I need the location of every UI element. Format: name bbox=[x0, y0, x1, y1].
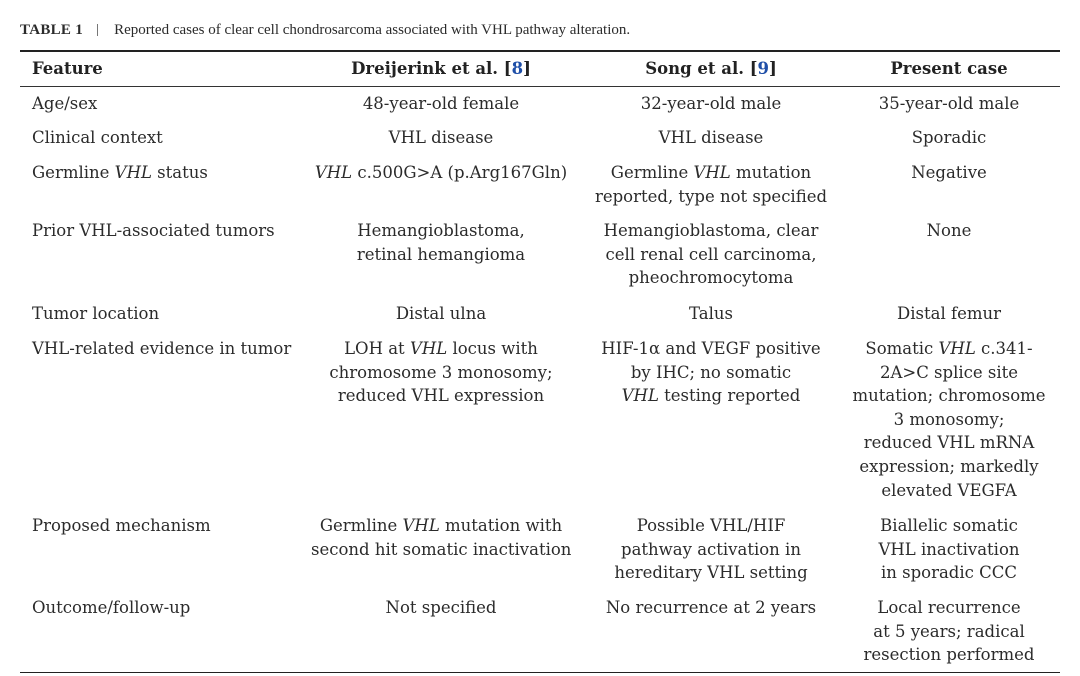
row-clinical-context-present: Sporadic bbox=[911, 128, 987, 147]
row-germline-status-present: Negative bbox=[911, 163, 987, 182]
header-dreijerink-close: ] bbox=[523, 59, 531, 78]
row-tumor-location-feature: Tumor location bbox=[32, 304, 160, 323]
caption-separator bbox=[97, 24, 98, 36]
row-tumor-location-present: Distal femur bbox=[897, 304, 1001, 323]
row-proposed-mechanism-song: Possible VHL/HIF pathway activation in hereditary VHL setting bbox=[614, 516, 808, 583]
header-present-case: Present case bbox=[890, 59, 1008, 78]
row-vhl-evidence-dreijerink: LOH at VHL locus with chromosome 3 monosomy; reduced VHL expression bbox=[329, 339, 553, 406]
row-clinical-context-dreijerink: VHL disease bbox=[388, 128, 494, 147]
row-vhl-evidence-feature: VHL-related evidence in tumor bbox=[32, 339, 292, 358]
row-age-sex-present: 35-year-old male bbox=[878, 94, 1020, 113]
row-age-sex-song: 32-year-old male bbox=[640, 94, 782, 113]
row-age-sex-feature: Age/sex bbox=[32, 94, 98, 113]
row-clinical-context-song: VHL disease bbox=[658, 128, 764, 147]
row-proposed-mechanism-dreijerink: Germline VHL mutation with second hit somatic inactivation bbox=[311, 516, 572, 559]
header-feature: Feature bbox=[32, 59, 103, 78]
row-tumor-location-dreijerink: Distal ulna bbox=[395, 304, 487, 323]
table-bottom-rule bbox=[20, 672, 1060, 673]
row-germline-status-feature: Germline VHL status bbox=[32, 163, 208, 182]
table-header-rule bbox=[20, 86, 1060, 87]
row-vhl-evidence-present: Somatic VHL c.341- 2A>C splice site mutation; chromosome 3 monosomy; reduced VHL mRNA expression; markedly elevated VEGFA bbox=[852, 339, 1046, 500]
table-caption bbox=[20, 20, 630, 40]
reference-link-9[interactable]: 9 bbox=[757, 59, 769, 78]
caption-text: Reported cases of clear cell chondrosarcoma associated with VHL pathway alteration. bbox=[114, 21, 631, 38]
row-outcome-present: Local recurrence at 5 years; radical resection performed bbox=[863, 598, 1035, 665]
row-proposed-mechanism-present: Biallelic somatic VHL inactivation in sporadic CCC bbox=[878, 516, 1020, 583]
row-outcome-feature: Outcome/follow-up bbox=[32, 598, 191, 617]
row-proposed-mechanism-feature: Proposed mechanism bbox=[32, 516, 211, 535]
header-song-name: Song et al. [ bbox=[645, 59, 758, 78]
reference-link-8[interactable]: 8 bbox=[511, 59, 524, 78]
header-dreijerink-name: Dreijerink et al. [ bbox=[351, 59, 512, 78]
header-song bbox=[591, 57, 831, 80]
row-prior-tumors-feature: Prior VHL-associated tumors bbox=[32, 221, 275, 240]
row-germline-status-dreijerink: VHL c.500G>A (p.Arg167Gln) bbox=[314, 163, 568, 182]
table-top-rule bbox=[20, 50, 1060, 52]
row-outcome-song: No recurrence at 2 years bbox=[605, 598, 817, 617]
row-age-sex-dreijerink: 48-year-old female bbox=[362, 94, 520, 113]
row-outcome-dreijerink: Not specified bbox=[385, 598, 497, 617]
header-dreijerink bbox=[311, 57, 571, 80]
row-germline-status-song: Germline VHL mutation reported, type not specified bbox=[594, 163, 828, 206]
row-vhl-evidence-song: HIF-1α and VEGF positive by IHC; no somatic VHL testing reported bbox=[601, 339, 821, 406]
row-clinical-context-feature: Clinical context bbox=[32, 128, 163, 147]
row-prior-tumors-song: Hemangioblastoma, clear cell renal cell carcinoma, pheochromocytoma bbox=[603, 221, 819, 288]
table-label: TABLE 1 bbox=[20, 21, 84, 38]
row-prior-tumors-dreijerink: Hemangioblastoma, retinal hemangioma bbox=[356, 221, 526, 264]
row-prior-tumors-present: None bbox=[926, 221, 972, 240]
row-tumor-location-song: Talus bbox=[689, 304, 733, 323]
header-song-close: ] bbox=[769, 59, 777, 78]
